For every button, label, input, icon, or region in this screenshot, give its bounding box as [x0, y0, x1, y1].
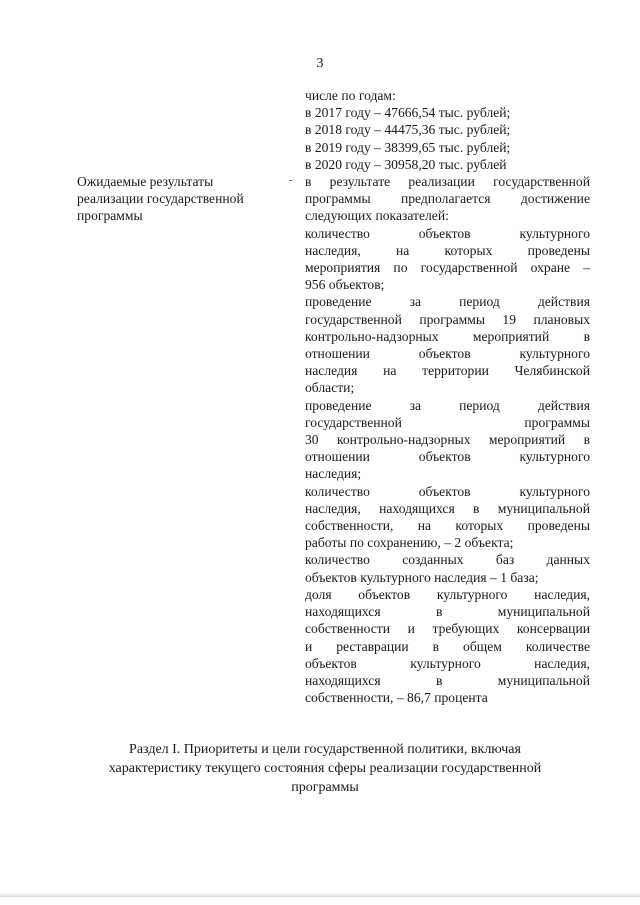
results-line: наследия; — [305, 466, 362, 482]
section-heading-line: Раздел I. Приоритеты и цели государственной политики, включая — [129, 742, 521, 757]
results-line: количество объектов культурного — [305, 483, 590, 499]
results-line: отношении объектов культурного — [305, 346, 590, 362]
results-line: объектов культурного наследия – 1 база; — [305, 569, 539, 585]
results-line: области; — [305, 380, 355, 396]
results-line: наследия, на которых проведены — [305, 242, 590, 258]
funding-line: числе по годам: — [305, 88, 396, 103]
right-column — [305, 87, 590, 706]
separator-mark: - — [289, 175, 293, 186]
results-line: следующих показателей: — [305, 208, 449, 224]
results-line: работы по сохранению, – 2 объекта; — [305, 535, 514, 551]
results-line: и реставрации в общем количестве — [305, 638, 590, 654]
results-line: наследия, находящихся в муниципальной — [305, 500, 590, 516]
results-line: проведение за период действия — [305, 397, 590, 413]
section-heading-line: характеристику текущего состояния сферы реализации государственной — [108, 761, 542, 776]
funding-line: в 2018 году – 44475,36 тыс. рублей; — [305, 122, 511, 138]
scan-edge-divider — [0, 893, 640, 897]
results-line: контрольно-надзорных мероприятий в — [305, 328, 590, 344]
results-line: программы предполагается достижение — [305, 191, 590, 207]
funding-line: в 2019 году – 38399,65 тыс. рублей; — [305, 139, 511, 155]
results-line: находящихся в муниципальной — [305, 672, 590, 688]
results-line: государственной программы 19 плановых — [305, 311, 590, 327]
results-label-line: реализации государственной — [77, 191, 244, 207]
section-heading-line: программы — [291, 780, 359, 795]
results-line: объектов культурного наследия, — [305, 655, 590, 671]
results-line: проведение за период действия — [305, 294, 590, 310]
results-line: государственной программы — [305, 414, 590, 430]
results-line: мероприятия по государственной охране – — [305, 260, 590, 276]
results-line: доля объектов культурного наследия, — [305, 586, 590, 602]
section-heading — [60, 740, 590, 797]
results-line: отношении объектов культурного — [305, 449, 590, 465]
results-line: 956 объектов; — [305, 277, 385, 293]
results-line: наследия на территории Челябинской — [305, 363, 590, 379]
page-number: 3 — [316, 56, 324, 71]
results-label-line: программы — [77, 208, 143, 224]
results-line: собственности и требующих консервации — [305, 621, 590, 637]
results-line: 30 контрольно-надзорных мероприятий в — [305, 432, 590, 448]
results-line: количество объектов культурного — [305, 225, 590, 241]
funding-line: в 2020 году – 30958,20 тыс. рублей — [305, 156, 507, 172]
results-label — [77, 173, 292, 225]
results-line: количество созданных баз данных — [305, 552, 590, 568]
results-line: собственности, – 86,7 процента — [305, 690, 488, 706]
results-line: собственности, на которых проведены — [305, 518, 590, 534]
results-line: в результате реализации государственной — [305, 174, 590, 190]
funding-line: в 2017 году – 47666,54 тыс. рублей; — [305, 105, 511, 121]
results-line: находящихся в муниципальной — [305, 604, 590, 620]
results-label-line: Ожидаемые результаты — [77, 174, 214, 189]
